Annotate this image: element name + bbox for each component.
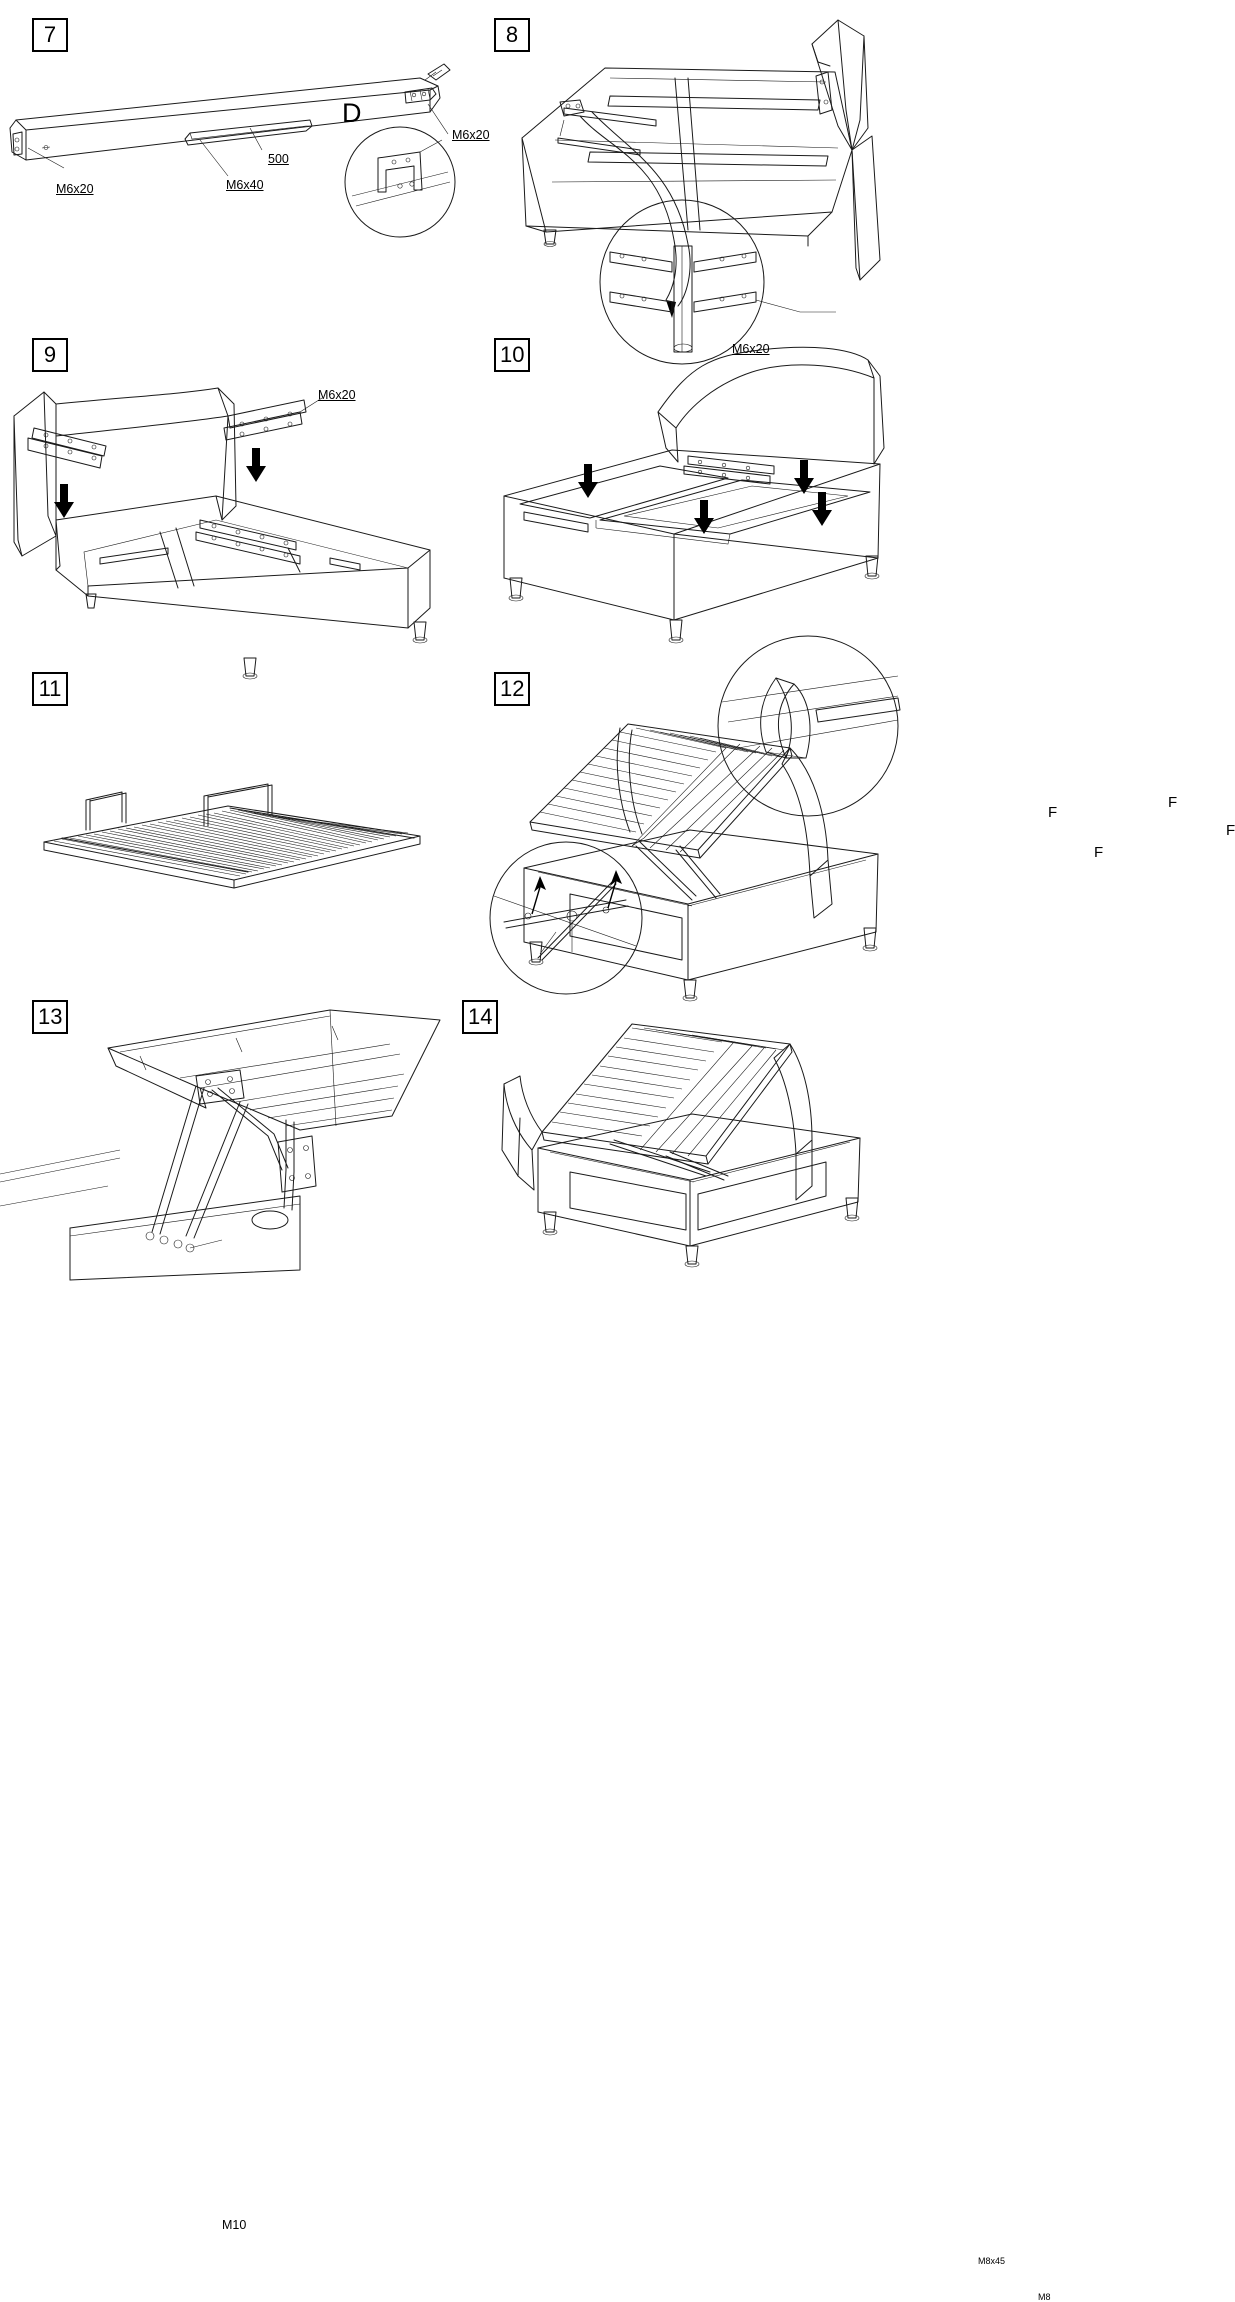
step-13-fastener-m10: M10 bbox=[222, 2218, 247, 2232]
step-12-fastener-m8x45: M8x45 bbox=[978, 2256, 1006, 2266]
step-13 bbox=[0, 990, 470, 2232]
step-12-fastener-m8: M8 bbox=[1038, 2292, 1051, 2302]
step-number-11: 11 bbox=[32, 672, 68, 706]
step-7-illustration bbox=[0, 0, 470, 250]
step-10-part-letter-f-1: F bbox=[1048, 804, 1058, 821]
step-number-14: 14 bbox=[462, 1000, 498, 1034]
step-7-part-letter-d: D bbox=[342, 98, 362, 128]
step-7-fastener-m6x40: M6x40 bbox=[226, 178, 264, 192]
step-number-10: 10 bbox=[494, 338, 530, 372]
step-number-7: 7 bbox=[32, 18, 68, 52]
step-13-illustration bbox=[0, 990, 470, 1280]
step-11-illustration bbox=[0, 660, 470, 990]
step-10-part-letter-f-2: F bbox=[1168, 794, 1178, 811]
step-9 bbox=[0, 320, 470, 670]
step-number-12: 12 bbox=[494, 672, 530, 706]
step-14 bbox=[460, 990, 900, 1280]
step-7-dimension-500: 500 bbox=[268, 152, 289, 166]
step-number-8: 8 bbox=[494, 18, 530, 52]
step-10-illustration bbox=[460, 320, 900, 670]
step-11 bbox=[0, 660, 470, 990]
step-8-fastener-m6x20: M6x20 bbox=[732, 342, 770, 356]
step-number-9: 9 bbox=[32, 338, 68, 372]
step-12-illustration bbox=[460, 660, 900, 1000]
step-10-part-letter-f-3: F bbox=[1094, 844, 1104, 861]
step-7-fastener-m6x20-left: M6x20 bbox=[56, 182, 94, 196]
step-number-13: 13 bbox=[32, 1000, 68, 1034]
step-7 bbox=[0, 0, 490, 250]
step-10-part-letter-f-4: F bbox=[1226, 822, 1235, 839]
step-9-fastener-m6x20: M6x20 bbox=[318, 388, 356, 402]
step-14-illustration bbox=[460, 990, 900, 1280]
step-9-illustration bbox=[0, 320, 470, 670]
step-7-fastener-m6x20-detail: M6x20 bbox=[452, 128, 490, 142]
